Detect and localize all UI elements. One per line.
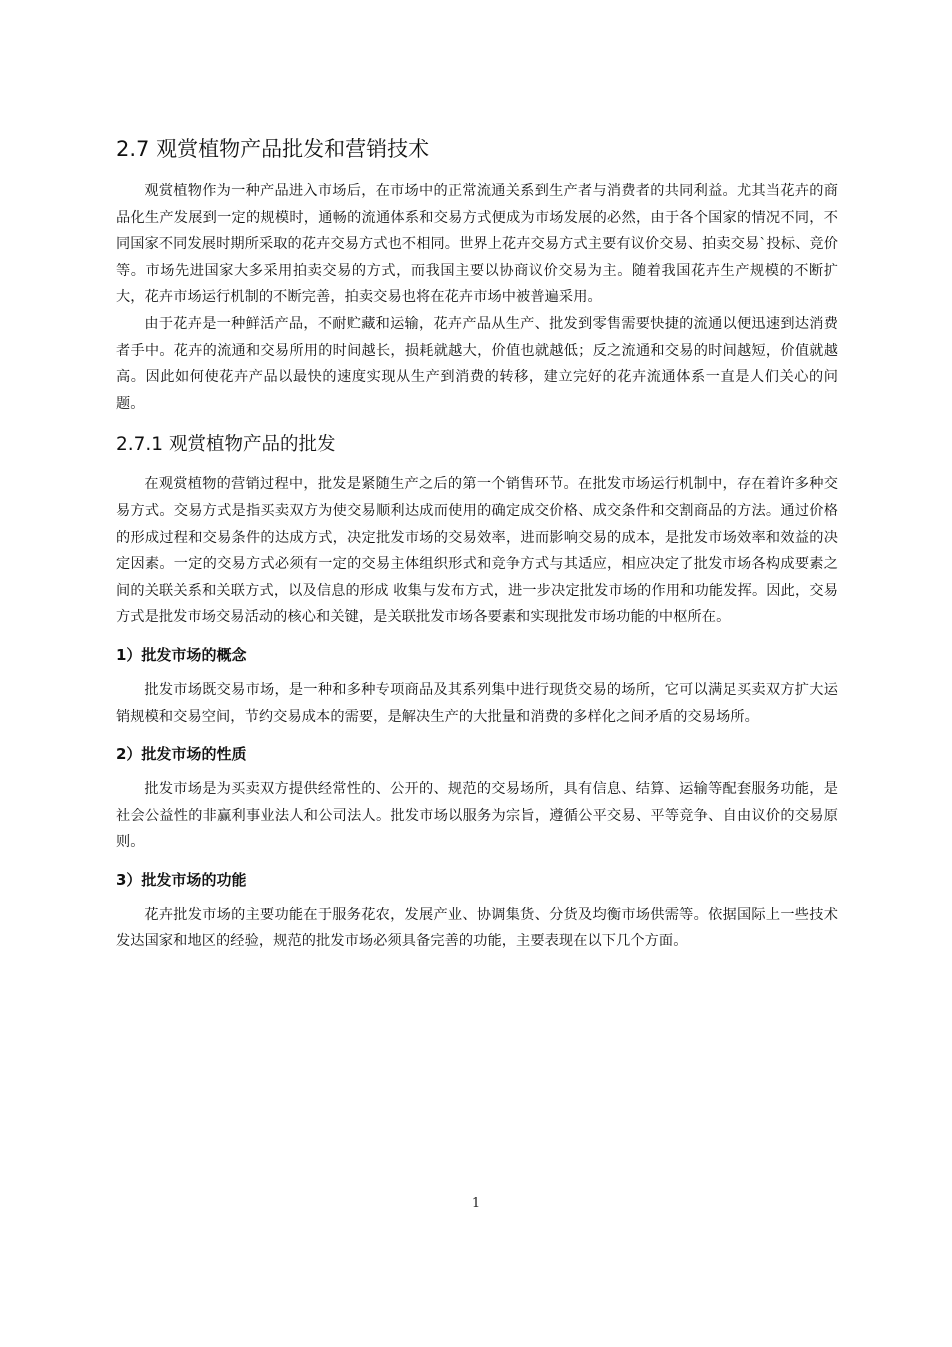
page-content [116, 134, 838, 955]
subsection-paragraph: 在观赏植物的营销过程中，批发是紧随生产之后的第一个销售环节。在批发市场运行机制中，存在着许多种交易方式。交易方式是指买卖双方为使交易顺利达成而使用的确定成交价格、成交条件和交割商品的方法。通过价格的形成过程和交易条件的达成方式，决定批发市场的交易效率，进而影响交易的成本，是批发市场效率和效益的决定因素。一定的交易方式必须有一定的交易主体组织形式和竞争方式与其适应，相应决定了批发市场各构成要素之间的关联关系和关联方式，以及信息的形成 收集与发布方式，进一步决定批发市场的作用和功能发挥。因此，交易方式是批发市场交易活动的核心和关键，是关联批发市场各要素和实现批发市场功能的中枢所在。 [116, 476, 838, 626]
item-paragraph-function: 花卉批发市场的主要功能在于服务花农，发展产业、协调集货、分货及均衡市场供需等。依据国际上一些技术发达国家和地区的经验，规范的批发市场必须具备完善的功能，主要表现在以下几个方面。 [116, 906, 838, 950]
intro-paragraph-1: 观赏植物作为一种产品进入市场后，在市场中的正常流通关系到生产者与消费者的共同利益。尤其当花卉的商品化生产发展到一定的规模时，通畅的流通体系和交易方式便成为市场发展的必然，由于各个国家的情况不同，不同国家不同发展时期所采取的花卉交易方式也不相同。世界上花卉交易方式主要有议价交易、拍卖交易`投标、竞价等。市场先进国家大多采用拍卖交易的方式，而我国主要以协商议价交易为主。随着我国花卉生产规模的不断扩大，花卉市场运行机制的不断完善，拍卖交易也将在花卉市场中被普遍采用。 [116, 183, 838, 306]
subsection-heading: 2.7.1 观赏植物产品的批发 [116, 434, 336, 456]
page-number: 1 [471, 1196, 481, 1211]
item-paragraph-nature: 批发市场是为买卖双方提供经常性的、公开的、规范的交易场所，具有信息、结算、运输等配套服务功能，是社会公益性的非赢利事业法人和公司法人。批发市场以服务为宗旨，遵循公平交易、平等竞争、自由议价的交易原则。 [116, 781, 838, 851]
item-heading-concept: 1）批发市场的概念 [116, 645, 247, 664]
item-paragraph-concept: 批发市场既交易市场，是一种和多种专项商品及其系列集中进行现货交易的场所，它可以满足买卖双方扩大运销规模和交易空间，节约交易成本的需要，是解决生产的大批量和消费的多样化之间矛盾的交易场所。 [116, 681, 838, 725]
intro-paragraph-2: 由于花卉是一种鲜活产品，不耐贮藏和运输，花卉产品从生产、批发到零售需要快捷的流通以便迅速到达消费者手中。花卉的流通和交易所用的时间越长，损耗就越大，价值也就越低；反之流通和交易的时间越短，价值就越高。因此如何使花卉产品以最快的速度实现从生产到消费的转移，建立完好的花卉流通体系一直是人们关心的问题。 [116, 315, 838, 412]
item-heading-nature: 2）批发市场的性质 [116, 745, 247, 764]
item-heading-function: 3）批发市场的功能 [116, 870, 247, 889]
section-heading: 2.7 观赏植物产品批发和营销技术 [116, 137, 430, 161]
